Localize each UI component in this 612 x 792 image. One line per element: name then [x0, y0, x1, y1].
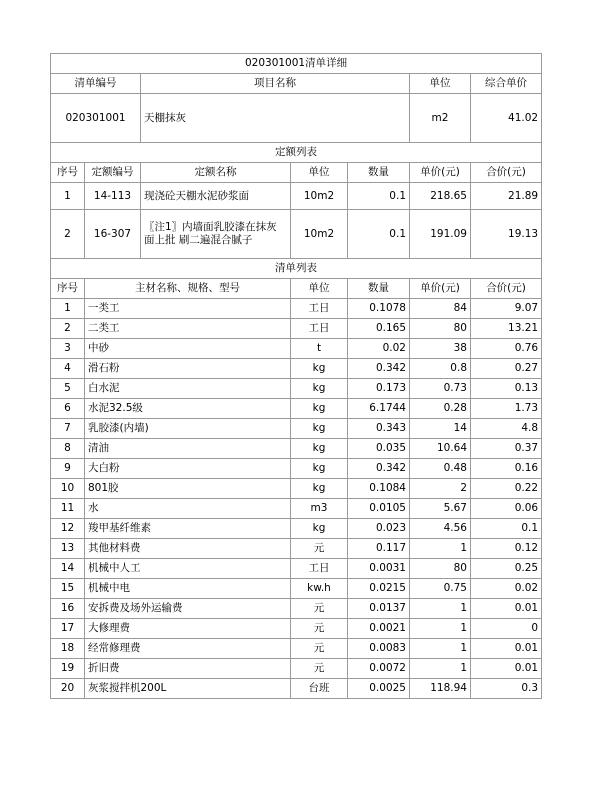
header-name: 项目名称	[141, 74, 410, 94]
material-total: 0.25	[471, 559, 542, 579]
material-index: 4	[51, 359, 85, 379]
material-index: 2	[51, 319, 85, 339]
material-index: 15	[51, 579, 85, 599]
material-unit: 台班	[291, 679, 348, 699]
quota-unit-price: 191.09	[410, 210, 471, 259]
item-name: 天棚抹灰	[141, 94, 410, 143]
material-name: 清油	[85, 439, 291, 459]
material-row	[51, 339, 542, 359]
header-price: 综合单价	[471, 74, 542, 94]
material-qty: 0.117	[348, 539, 410, 559]
material-index: 3	[51, 339, 85, 359]
material-unit-price: 80	[410, 559, 471, 579]
quota-header-index: 序号	[51, 163, 85, 183]
material-unit-price: 0.28	[410, 399, 471, 419]
material-total: 0.01	[471, 659, 542, 679]
quota-index: 1	[51, 183, 85, 210]
material-index: 19	[51, 659, 85, 679]
material-unit: 工日	[291, 299, 348, 319]
material-qty: 0.023	[348, 519, 410, 539]
material-row	[51, 459, 542, 479]
material-total: 0.16	[471, 459, 542, 479]
material-row	[51, 479, 542, 499]
material-unit: 元	[291, 659, 348, 679]
quota-header-qty: 数量	[348, 163, 410, 183]
material-unit-price: 118.94	[410, 679, 471, 699]
material-name: 白水泥	[85, 379, 291, 399]
material-qty: 0.0215	[348, 579, 410, 599]
material-qty: 0.0083	[348, 639, 410, 659]
quota-header-unit-price: 单价(元)	[410, 163, 471, 183]
material-row	[51, 559, 542, 579]
material-row	[51, 639, 542, 659]
quota-header-code: 定额编号	[85, 163, 141, 183]
material-name: 安拆费及场外运输费	[85, 599, 291, 619]
material-total: 0.27	[471, 359, 542, 379]
quota-index: 2	[51, 210, 85, 259]
material-row	[51, 599, 542, 619]
material-qty: 0.342	[348, 359, 410, 379]
material-qty: 0.342	[348, 459, 410, 479]
quota-section-title: 定额列表	[51, 143, 542, 163]
material-row	[51, 579, 542, 599]
material-total: 0.02	[471, 579, 542, 599]
quota-unit: 10m2	[291, 183, 348, 210]
material-unit-price: 0.73	[410, 379, 471, 399]
material-unit: kw.h	[291, 579, 348, 599]
material-index: 14	[51, 559, 85, 579]
material-row	[51, 679, 542, 699]
material-total: 0.76	[471, 339, 542, 359]
material-unit-price: 4.56	[410, 519, 471, 539]
material-header-name: 主材名称、规格、型号	[85, 279, 291, 299]
material-unit-price: 2	[410, 479, 471, 499]
material-index: 16	[51, 599, 85, 619]
material-qty: 0.165	[348, 319, 410, 339]
item-price: 41.02	[471, 94, 542, 143]
material-total: 0.1	[471, 519, 542, 539]
material-section-title: 清单列表	[51, 259, 542, 279]
material-name: 机械中人工	[85, 559, 291, 579]
detail-table	[50, 53, 542, 699]
material-total: 0.3	[471, 679, 542, 699]
material-row	[51, 379, 542, 399]
material-index: 9	[51, 459, 85, 479]
header-unit: 单位	[410, 74, 471, 94]
material-row	[51, 419, 542, 439]
material-row	[51, 439, 542, 459]
material-row	[51, 539, 542, 559]
material-unit-price: 1	[410, 639, 471, 659]
material-unit-price: 1	[410, 599, 471, 619]
material-total: 1.73	[471, 399, 542, 419]
material-total: 0.13	[471, 379, 542, 399]
material-index: 8	[51, 439, 85, 459]
material-unit: 元	[291, 539, 348, 559]
material-unit-price: 80	[410, 319, 471, 339]
material-unit: kg	[291, 359, 348, 379]
material-qty: 0.0025	[348, 679, 410, 699]
material-name: 801胶	[85, 479, 291, 499]
material-index: 7	[51, 419, 85, 439]
quota-header-total: 合价(元)	[471, 163, 542, 183]
quota-total: 19.13	[471, 210, 542, 259]
material-total: 4.8	[471, 419, 542, 439]
material-header-total: 合价(元)	[471, 279, 542, 299]
material-unit-price: 10.64	[410, 439, 471, 459]
material-header-unit: 单位	[291, 279, 348, 299]
material-unit: m3	[291, 499, 348, 519]
quota-qty: 0.1	[348, 183, 410, 210]
item-unit: m2	[410, 94, 471, 143]
material-index: 12	[51, 519, 85, 539]
quota-code: 14-113	[85, 183, 141, 210]
material-total: 0.01	[471, 599, 542, 619]
material-total: 0.01	[471, 639, 542, 659]
material-unit: kg	[291, 519, 348, 539]
quota-header-name: 定额名称	[141, 163, 291, 183]
quota-name: 〖注1〗内墙面乳胶漆在抹灰面上批 刷二遍混合腻子	[141, 210, 291, 259]
material-total: 0.22	[471, 479, 542, 499]
material-unit: kg	[291, 399, 348, 419]
quota-name: 现浇砼天棚水泥砂浆面	[141, 183, 291, 210]
material-index: 1	[51, 299, 85, 319]
material-qty: 0.0137	[348, 599, 410, 619]
material-qty: 0.0105	[348, 499, 410, 519]
material-unit-price: 1	[410, 659, 471, 679]
material-unit: 工日	[291, 319, 348, 339]
material-unit-price: 0.8	[410, 359, 471, 379]
material-qty: 6.1744	[348, 399, 410, 419]
quota-qty: 0.1	[348, 210, 410, 259]
material-name: 二类工	[85, 319, 291, 339]
material-index: 13	[51, 539, 85, 559]
material-total: 0.12	[471, 539, 542, 559]
material-name: 大白粉	[85, 459, 291, 479]
material-unit-price: 0.48	[410, 459, 471, 479]
quota-total: 21.89	[471, 183, 542, 210]
material-unit: kg	[291, 459, 348, 479]
material-name: 灰浆搅拌机200L	[85, 679, 291, 699]
material-header-unit-price: 单价(元)	[410, 279, 471, 299]
material-header-index: 序号	[51, 279, 85, 299]
material-name: 滑石粉	[85, 359, 291, 379]
item-code: 020301001	[51, 94, 141, 143]
material-unit-price: 1	[410, 619, 471, 639]
quota-unit-price: 218.65	[410, 183, 471, 210]
material-qty: 0.173	[348, 379, 410, 399]
material-qty: 0.035	[348, 439, 410, 459]
material-unit-price: 14	[410, 419, 471, 439]
quota-header-unit: 单位	[291, 163, 348, 183]
material-total: 13.21	[471, 319, 542, 339]
material-unit: kg	[291, 419, 348, 439]
material-name: 水	[85, 499, 291, 519]
material-index: 17	[51, 619, 85, 639]
quota-row	[51, 183, 542, 210]
material-name: 折旧费	[85, 659, 291, 679]
material-index: 11	[51, 499, 85, 519]
material-index: 6	[51, 399, 85, 419]
material-index: 5	[51, 379, 85, 399]
material-unit: kg	[291, 439, 348, 459]
material-index: 18	[51, 639, 85, 659]
material-qty: 0.1084	[348, 479, 410, 499]
material-name: 机械中电	[85, 579, 291, 599]
material-total: 0.06	[471, 499, 542, 519]
material-row	[51, 619, 542, 639]
material-row	[51, 319, 542, 339]
material-index: 10	[51, 479, 85, 499]
material-qty: 0.0021	[348, 619, 410, 639]
material-row	[51, 499, 542, 519]
material-name: 一类工	[85, 299, 291, 319]
header-code: 清单编号	[51, 74, 141, 94]
material-row	[51, 359, 542, 379]
material-name: 大修理费	[85, 619, 291, 639]
material-name: 其他材料费	[85, 539, 291, 559]
material-name: 中砂	[85, 339, 291, 359]
material-unit: 工日	[291, 559, 348, 579]
material-qty: 0.343	[348, 419, 410, 439]
material-row	[51, 299, 542, 319]
quota-code: 16-307	[85, 210, 141, 259]
material-header-qty: 数量	[348, 279, 410, 299]
material-total: 9.07	[471, 299, 542, 319]
material-unit-price: 0.75	[410, 579, 471, 599]
material-unit: t	[291, 339, 348, 359]
material-unit: 元	[291, 599, 348, 619]
material-name: 经常修理费	[85, 639, 291, 659]
material-unit-price: 5.67	[410, 499, 471, 519]
material-total: 0.37	[471, 439, 542, 459]
quota-unit: 10m2	[291, 210, 348, 259]
material-name: 乳胶漆(内墙)	[85, 419, 291, 439]
material-unit: kg	[291, 479, 348, 499]
material-qty: 0.1078	[348, 299, 410, 319]
table-title: 020301001清单详细	[51, 54, 542, 74]
material-total: 0	[471, 619, 542, 639]
material-index: 20	[51, 679, 85, 699]
material-unit-price: 84	[410, 299, 471, 319]
material-row	[51, 659, 542, 679]
material-row	[51, 399, 542, 419]
material-name: 水泥32.5级	[85, 399, 291, 419]
material-qty: 0.0072	[348, 659, 410, 679]
quota-row	[51, 210, 542, 259]
material-row	[51, 519, 542, 539]
material-name: 羧甲基纤维素	[85, 519, 291, 539]
material-qty: 0.0031	[348, 559, 410, 579]
material-qty: 0.02	[348, 339, 410, 359]
material-unit-price: 1	[410, 539, 471, 559]
material-unit: 元	[291, 639, 348, 659]
material-unit: 元	[291, 619, 348, 639]
material-unit: kg	[291, 379, 348, 399]
material-unit-price: 38	[410, 339, 471, 359]
